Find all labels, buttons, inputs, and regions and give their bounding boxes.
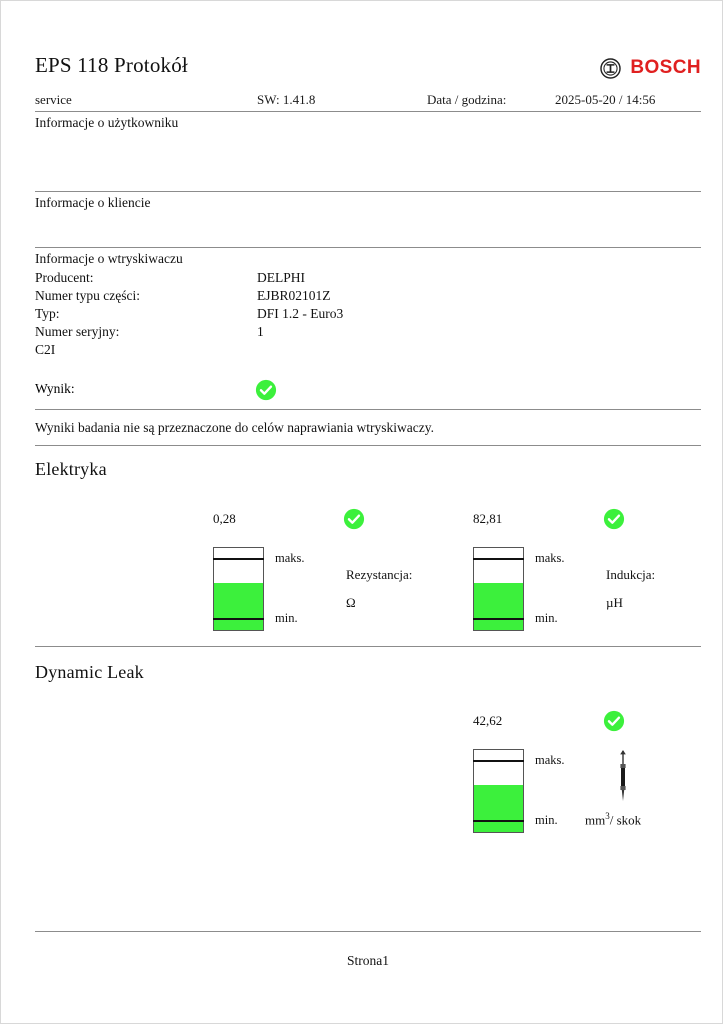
result-row [35,379,701,401]
measurement-unit-inline [585,811,641,828]
measurement-induction [473,511,703,661]
unit-main: mm [585,812,606,828]
info-value: 1 [257,324,264,339]
gauge-max-tick [473,760,524,762]
unit-exponent: 3 [605,811,610,821]
gauge-fill [474,785,523,832]
info-value: DELPHI [257,270,305,285]
disclaimer-text: Wyniki badania nie są przeznaczone do celów naprawiania wtryskiwaczy. [35,420,435,435]
header [35,53,701,89]
measurement-value: 0,28 [213,511,236,526]
unit-tail: / skok [609,812,642,828]
check-circle-icon [255,379,277,401]
heading-dynamic-leak: Dynamic Leak [35,662,144,682]
datetime-label: Data / godzina: [427,92,507,107]
divider-header [35,111,701,112]
gauge-min-tick [473,618,524,620]
user-role: service [35,92,72,107]
page-content [35,1,701,1024]
gauge-min-tick [213,618,264,620]
gauge-max-label: maks. [535,551,565,565]
measurement-name: Indukcja: [606,567,656,582]
bosch-armature-icon [600,58,621,79]
gauge-max-label: maks. [535,753,565,767]
info-value: DFI 1.2 - Euro3 [257,306,344,321]
gauge-min-label: min. [535,611,558,625]
divider-disclaimer [35,445,701,446]
check-circle-icon [603,508,625,530]
measurement-resistance [213,511,443,661]
measurement-unit: µH [606,595,623,610]
measurement-value: 42,62 [473,713,503,728]
check-circle-icon [343,508,365,530]
injector-extra-code: C2I [35,342,56,357]
measurement-unit-block [606,561,655,617]
page-title: EPS 118 Protokół [35,53,188,77]
measurement-unit-block [346,561,412,617]
measurement-dynamic-leak [473,713,703,863]
info-key: Producent: [35,270,94,285]
info-value: EJBR02101Z [257,288,331,303]
bosch-wordmark: BOSCH [630,57,701,78]
divider-footer [35,931,701,932]
divider-result [35,409,701,410]
gauge-min-label: min. [275,611,298,625]
measurement-unit: Ω [346,595,356,610]
measurement-name: Rezystancja: [346,567,413,582]
gauge-induction [473,547,524,631]
check-circle-icon [603,710,625,732]
gauge-max-tick [473,558,524,560]
info-key: Numer typu części: [35,288,140,303]
gauge-fill [214,583,263,630]
software-version: SW: 1.41.8 [257,92,316,107]
measurement-value: 82,81 [473,511,503,526]
gauge-resistance [213,547,264,631]
section-injector-info: Informacje o wtryskiwaczu [35,251,183,266]
info-key: Typ: [35,306,60,321]
gauge-dynamic-leak [473,749,524,833]
page-number: Strona1 [347,953,389,968]
section-user-info: Informacje o użytkowniku [35,115,179,130]
divider-electrics [35,646,701,647]
heading-electrics: Elektryka [35,459,107,479]
result-label: Wynik: [35,381,75,396]
bosch-logo [600,57,701,79]
datetime-value: 2025-05-20 / 14:56 [555,92,656,107]
info-key: Numer seryjny: [35,324,120,339]
gauge-fill [474,583,523,630]
gauge-min-tick [473,820,524,822]
gauge-min-label: min. [535,813,558,827]
gauge-max-label: maks. [275,551,305,565]
divider-customer [35,191,701,192]
gauge-max-tick [213,558,264,560]
section-customer-info: Informacje o kliencie [35,195,151,210]
injector-nozzle-icon [614,749,632,803]
divider-injector [35,247,701,248]
